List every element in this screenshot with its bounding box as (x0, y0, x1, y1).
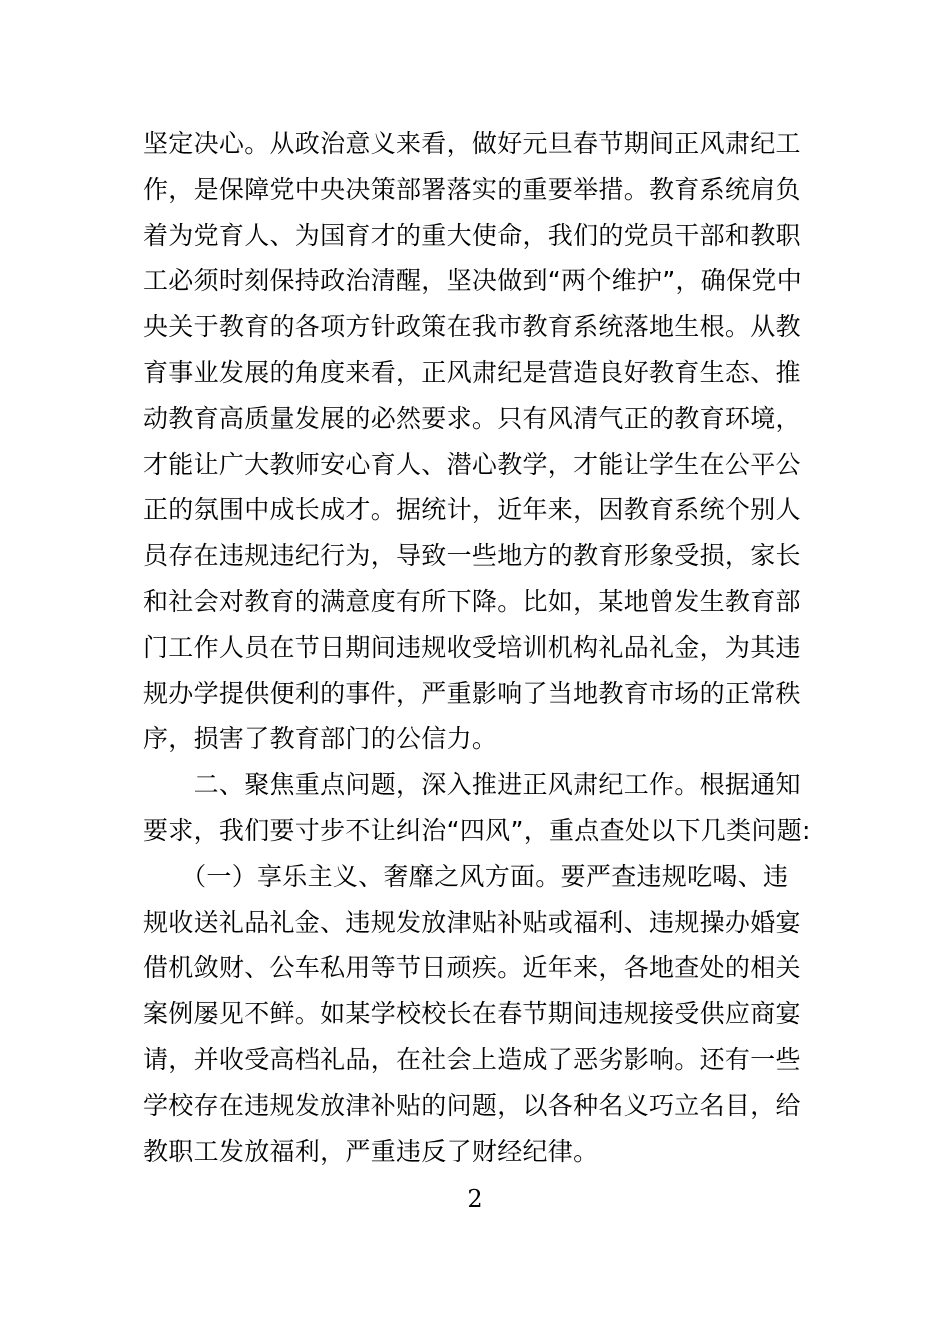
body-text (143, 121, 811, 1174)
page-number: 2 (467, 1185, 483, 1213)
text-line: 着为党育人、为国育才的重大使命，我们的党员干部和教职 (143, 220, 801, 250)
text-line: 请，并收受高档礼品，在社会上造成了恶劣影响。还有一些 (143, 1044, 801, 1074)
text-line: （一）享乐主义、奢靡之风方面。要严查违规吃喝、违 (143, 861, 789, 891)
text-line: 作，是保障党中央决策部署落实的重要举措。教育系统肩负 (143, 174, 801, 204)
text-line: 坚定决心。从政治意义来看，做好元旦春节期间正风肃纪工 (143, 129, 801, 158)
text-line: 学校存在违规发放津补贴的问题，以各种名义巧立名目，给 (143, 1090, 801, 1120)
text-line: 借机敛财、公车私用等节日顽疾。近年来，各地查处的相关 (143, 953, 801, 983)
text-line: 育事业发展的角度来看，正风肃纪是营造良好教育生态、推 (143, 357, 801, 387)
text-line: 央关于教育的各项方针政策在我市教育系统落地生根。从教 (143, 312, 801, 342)
text-line: 工必须时刻保持政治清醒，坚决做到“两个维护”，确保党中 (143, 266, 803, 296)
text-line: 二、聚焦重点问题，深入推进正风肃纪工作。根据通知 (143, 770, 801, 800)
text-line: 动教育高质量发展的必然要求。只有风清气正的教育环境， (143, 403, 801, 433)
text-line: 门工作人员在节日期间违规收受培训机构礼品礼金，为其违 (143, 632, 801, 662)
text-line: 正的氛围中成长成才。据统计，近年来，因教育系统个别人 (143, 495, 801, 525)
text-line: 要求，我们要寸步不让纠治“四风”，重点查处以下几类问题: (143, 815, 811, 845)
text-line: 教职工发放福利，严重违反了财经纪律。 (143, 1136, 599, 1166)
text-line: 和社会对教育的满意度有所下降。比如，某地曾发生教育部 (143, 586, 801, 616)
text-line: 案例屡见不鲜。如某学校校长在春节期间违规接受供应商宴 (143, 999, 801, 1029)
text-line: 员存在违规违纪行为，导致一些地方的教育形象受损，家长 (143, 541, 801, 571)
text-line: 规收送礼品礼金、违规发放津贴补贴或福利、违规操办婚宴 (143, 907, 801, 937)
text-line: 才能让广大教师安心育人、潜心教学，才能让学生在公平公 (143, 449, 801, 479)
text-line: 序，损害了教育部门的公信力。 (143, 724, 498, 754)
text-line: 规办学提供便利的事件，严重影响了当地教育市场的正常秩 (143, 678, 801, 708)
